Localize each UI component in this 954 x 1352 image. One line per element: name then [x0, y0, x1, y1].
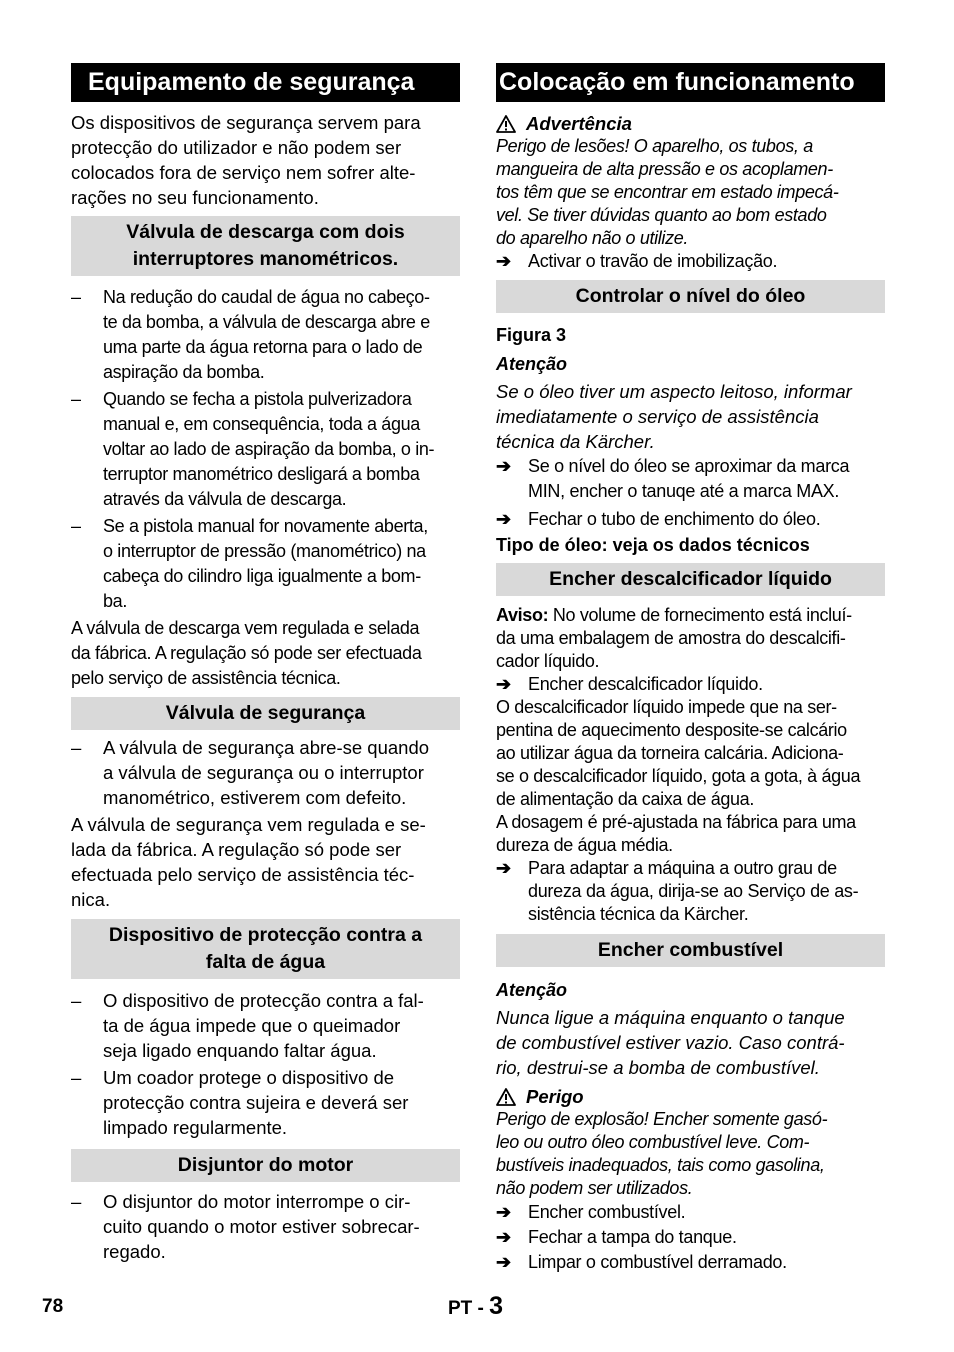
text-line: Limpar o combustível derramado.	[528, 1252, 787, 1272]
arrow-icon: ➔	[496, 509, 511, 529]
descaler-notice	[496, 604, 885, 673]
text-line: leo ou outro óleo combustível leve. Com-	[496, 1132, 810, 1152]
text-line: falta de água	[205, 951, 326, 973]
warning-triangle-icon	[496, 1088, 516, 1106]
text-line: Se o óleo tiver um aspecto leitoso, informar	[496, 381, 852, 402]
arrow-icon: ➔	[496, 1227, 511, 1247]
text-line: A válvula de segurança abre-se quando	[103, 737, 430, 758]
action-item	[496, 857, 885, 926]
text-line: Válvula de descarga com dois	[126, 221, 405, 243]
text-line: da fábrica. A regulação só pode ser efectuada	[71, 643, 422, 663]
subheading-water-shortage	[71, 919, 460, 979]
text-line: Perigo de lesões! O aparelho, os tubos, a	[496, 136, 813, 156]
warning-heading	[496, 112, 885, 135]
list-item	[71, 1065, 460, 1140]
list-item	[71, 387, 460, 512]
text-line: Quando se fecha a pistola pulverizadora	[103, 389, 412, 409]
text-line: O descalcificador líquido impede que na ser-	[496, 697, 837, 717]
figure-ref: Figura 3	[496, 325, 567, 345]
arrow-icon: ➔	[496, 674, 511, 694]
text-line: não podem ser utilizados.	[496, 1178, 693, 1198]
text-line: Para adaptar a máquina a outro grau de	[528, 858, 837, 878]
arrow-icon: ➔	[496, 858, 511, 878]
subheading-safety-valve: Válvula de segurança	[71, 697, 460, 730]
text-line: manual e, em consequência, toda a água	[103, 414, 420, 434]
text-line: sistência técnica da Kärcher.	[528, 904, 749, 924]
text-line: cabeça do cilindro liga igualmente a bom-	[103, 566, 421, 586]
action-item	[496, 1225, 885, 1250]
text-line: ao utilizar água da torneira calcária. Adiciona-	[496, 743, 844, 763]
text-line: rio, destrui-se a bomba de combustível.	[496, 1057, 820, 1078]
dash-marker: –	[71, 516, 81, 536]
text-line: Um coador protege o dispositivo de	[103, 1067, 395, 1088]
text-line: rações no seu funcionamento.	[71, 187, 319, 208]
right-column	[496, 63, 885, 1275]
subheading-motor-breaker: Disjuntor do motor	[71, 1149, 460, 1182]
text-line: A válvula de segurança vem regulada e se-	[71, 814, 426, 835]
fuel-attention-text	[496, 1005, 885, 1080]
descaler-text	[496, 696, 885, 857]
text-line: mangueira de alta pressão e os acoplamen-	[496, 159, 833, 179]
text-line: dureza da água, dirija-se ao Serviço de as-	[528, 881, 859, 901]
text-line: No volume de fornecimento está incluí-	[548, 605, 852, 625]
text-line: terruptor manométrico desligará a bomba	[103, 464, 420, 484]
section-number: 3	[489, 1292, 504, 1320]
warning-title: Advertência	[526, 113, 632, 134]
text-line: através da válvula de descarga.	[103, 489, 347, 509]
text-line: ta de água impede que o queimador	[103, 1015, 401, 1036]
danger-title: Perigo	[526, 1086, 584, 1107]
subheading-discharge-valve	[71, 216, 460, 276]
list-item	[71, 285, 460, 385]
text-line: cuito quando o motor estiver sobrecar-	[103, 1216, 420, 1237]
oil-type-note: Tipo de óleo: veja os dados técnicos	[496, 535, 810, 555]
text-line: interruptores manométricos.	[132, 248, 399, 270]
text-line: O dispositivo de protecção contra a fal-	[103, 990, 424, 1011]
text-line: te da bomba, a válvula de descarga abre e	[103, 312, 430, 332]
text-line: Se a pistola manual for novamente aberta,	[103, 516, 428, 536]
text-line: cador líquido.	[496, 651, 600, 671]
discharge-valve-note	[71, 616, 460, 691]
text-line: Nunca ligue a máquina enquanto o tanque	[496, 1007, 845, 1028]
text-line: de combustível estiver vazio. Caso contrá-	[496, 1032, 845, 1053]
text-line: A válvula de descarga vem regulada e selada	[71, 618, 420, 638]
dash-marker: –	[71, 1067, 82, 1088]
list-item	[71, 514, 460, 614]
warning-text	[496, 135, 885, 250]
arrow-icon: ➔	[496, 1202, 511, 1222]
subheading-descaler: Encher descalcificador líquido	[496, 563, 885, 596]
text-line: ba.	[103, 591, 127, 611]
text-line: seja ligado enquando faltar água.	[103, 1040, 377, 1061]
notice-label: Aviso:	[496, 605, 549, 625]
text-line: dureza de água média.	[496, 835, 673, 855]
text-line: a válvula de segurança ou o interruptor	[103, 762, 424, 783]
action-item	[496, 507, 885, 532]
text-line: pentina de aquecimento desposite-se calcário	[496, 720, 847, 740]
text-line: bustíveis inadequados, tais como gasolina,	[496, 1155, 825, 1175]
text-line: tos têm que se encontrar em estado impecá-	[496, 182, 839, 202]
dash-marker: –	[71, 389, 81, 409]
action-item	[496, 1200, 885, 1225]
text-line: da uma embalagem de amostra do descalcifi-	[496, 628, 846, 648]
action-item	[496, 454, 885, 504]
lang-code: PT	[448, 1298, 473, 1319]
page-number: 78	[42, 1296, 64, 1317]
text-line: protecção do utilizador e não podem ser	[71, 137, 402, 158]
list-item	[71, 988, 460, 1063]
action-item	[496, 1250, 885, 1275]
text-line: Se o nível do óleo se aproximar da marca	[528, 456, 850, 476]
arrow-icon: ➔	[496, 1252, 511, 1272]
text-line: Fechar o tubo de enchimento do óleo.	[528, 509, 821, 529]
text-line: efectuada pelo serviço de assistência téc-	[71, 864, 415, 885]
text-line: Dispositivo de protecção contra a	[108, 924, 423, 946]
attention-label: Atenção	[496, 980, 568, 1000]
text-line: Na redução do caudal de água no cabeço-	[103, 287, 430, 307]
arrow-icon: ➔	[496, 456, 511, 476]
text-line: vel. Se tiver dúvidas quanto ao bom estado	[496, 205, 827, 225]
text-line: do aparelho não o utilize.	[496, 228, 689, 248]
text-line: Encher descalcificador líquido.	[528, 674, 763, 694]
text-line: regado.	[103, 1241, 166, 1262]
oil-attention-text	[496, 379, 885, 454]
text-line: uma parte da água retorna para o lado de	[103, 337, 423, 357]
section-page-label	[448, 1292, 503, 1321]
text-line: lada da fábrica. A regulação só pode ser	[71, 839, 402, 860]
text-line: se o descalcificador líquido, gota a gota, à água	[496, 766, 861, 786]
text-line: aspiração da bomba.	[103, 362, 265, 382]
text-line: voltar ao lado de aspiração da bomba, o in-	[103, 439, 435, 459]
list-item	[71, 735, 460, 810]
arrow-icon: ➔	[496, 251, 511, 271]
section-heading-safety: Equipamento de segurança	[71, 63, 460, 102]
text-line: Encher combustível.	[528, 1202, 686, 1222]
danger-text	[496, 1108, 885, 1200]
text-line: Perigo de explosão! Encher somente gasó-	[496, 1109, 828, 1129]
text-line: imediatamente o serviço de assistência	[496, 406, 819, 427]
safety-valve-note	[71, 812, 460, 912]
action-item	[496, 673, 885, 696]
warning-triangle-icon	[496, 115, 516, 133]
text-line: nica.	[71, 889, 111, 910]
subheading-oil-level: Controlar o nível do óleo	[496, 280, 885, 313]
text-line: limpado regularmente.	[103, 1117, 288, 1138]
action-item	[496, 250, 885, 273]
danger-heading	[496, 1085, 885, 1108]
dash-marker: –	[71, 737, 82, 758]
text-line: protecção contra sujeira e deverá ser	[103, 1092, 409, 1113]
text-line: técnica da Kärcher.	[496, 431, 655, 452]
text-line: MIN, encher o tanuqe até a marca MAX.	[528, 481, 840, 501]
text-line: o interruptor de pressão (manométrico) na	[103, 541, 426, 561]
subheading-fuel: Encher combustível	[496, 934, 885, 967]
text-line: A dosagem é pré-ajustada na fábrica para uma	[496, 812, 856, 832]
text-line: manométrico, estiverem com defeito.	[103, 787, 407, 808]
text-line: Fechar a tampa do tanque.	[528, 1227, 737, 1247]
text-line: Os dispositivos de segurança servem para	[71, 112, 421, 133]
text-line: pelo serviço de assistência técnica.	[71, 668, 341, 688]
safety-intro	[71, 110, 460, 210]
text-line: colocados fora de serviço nem sofrer alte-	[71, 162, 416, 183]
separator: -	[472, 1298, 490, 1319]
dash-marker: –	[71, 1191, 82, 1212]
list-item	[71, 1189, 460, 1264]
section-heading-startup: Colocação em funcionamento	[496, 63, 885, 102]
text-line: Activar o travão de imobilização.	[528, 251, 778, 271]
left-column	[71, 63, 460, 1264]
dash-marker: –	[71, 990, 82, 1011]
text-line: de alimentação da caixa de água.	[496, 789, 754, 809]
text-line: O disjuntor do motor interrompe o cir-	[103, 1191, 411, 1212]
attention-label: Atenção	[496, 354, 568, 374]
dash-marker: –	[71, 287, 81, 307]
